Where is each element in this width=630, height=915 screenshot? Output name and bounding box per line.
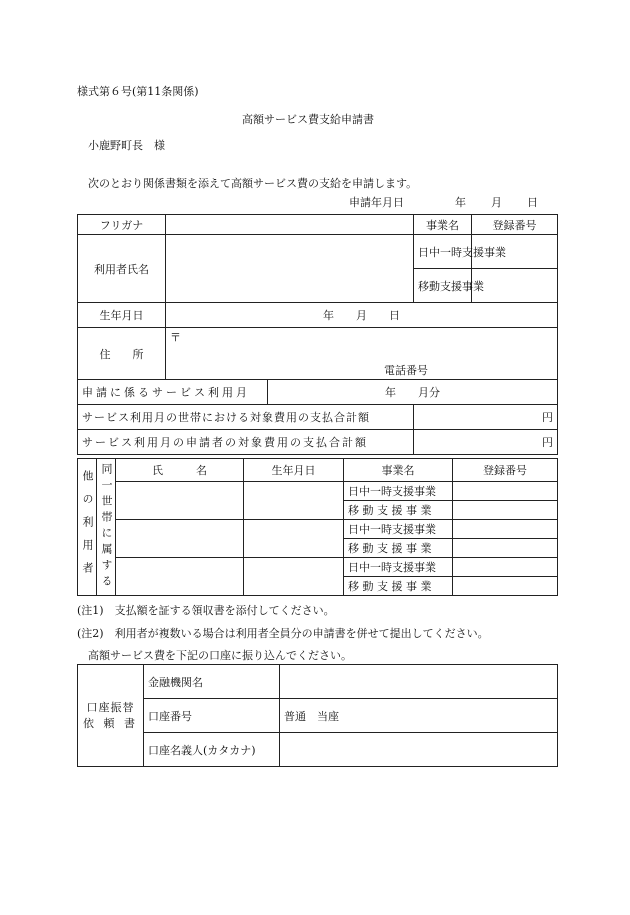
member-birthdate-field-2[interactable] [244,520,344,558]
bank-section-label [78,665,144,767]
member-registration-field-1b[interactable] [453,501,558,520]
member-registration-field-1a[interactable] [453,482,558,501]
member-registration-field-2a[interactable] [453,520,558,539]
household-members-table [77,458,558,596]
member-birthdate-header: 生年月日 [244,459,344,482]
birthdate-label: 生年月日 [78,303,166,328]
institution-label: 金融機関名 [144,665,280,699]
member-business-day-1: 日中一時支援事業 [344,482,453,501]
address-field[interactable] [166,328,558,380]
form-number: 様式第６号(第11条関係) [77,85,199,98]
account-holder-label: 口座名義人(カタカナ) [144,733,280,767]
business-name-header: 事業名 [414,215,472,235]
member-business-mobility-1: 移 動 支 援 事 業 [344,501,453,520]
phone-label: 電話番号 [384,364,428,377]
postal-mark: 〒 [170,331,181,344]
birthdate-field[interactable]: 年 月 日 [166,303,558,328]
member-business-mobility-3: 移 動 支 援 事 業 [344,577,453,596]
service-month-label: 申請に係るサービス利用月 [78,380,268,405]
bank-section-label-line1: 口座振替 [86,700,135,714]
registration-no-header: 登録番号 [472,215,558,235]
member-name-field-2[interactable] [116,520,244,558]
furigana-field[interactable] [166,215,414,235]
member-registration-field-3b[interactable] [453,577,558,596]
applicant-table [77,214,558,455]
member-business-header: 事業名 [344,459,453,482]
household-total-field[interactable]: 円 [414,405,558,430]
household-total-label: サービス利用月の世帯における対象費用の支払合計額 [78,405,414,430]
addressee: 小鹿野町長 様 [88,139,165,152]
application-date-month: 月 [491,196,502,209]
business-mobility-support: 移動支援事業 [414,269,472,303]
application-date-year: 年 [455,196,466,209]
application-date-label: 申請年月日 [349,196,404,209]
application-date-day: 日 [527,196,538,209]
note-2: (注2) 利用者が複数いる場合は利用者全員分の申請書を併せて提出してください。 [77,627,489,640]
furigana-label: フリガナ [78,215,166,235]
member-birthdate-field-3[interactable] [244,558,344,596]
intro-text: 次のとおり関係書類を添えて高額サービス費の支給を申請します。 [88,177,418,190]
account-type-field[interactable]: 普通 当座 [280,699,558,733]
member-name-field-1[interactable] [116,482,244,520]
member-business-day-3: 日中一時支援事業 [344,558,453,577]
note-1: (注1) 支払額を証する領収書を添付してください。 [77,604,335,617]
registration-no-field-2[interactable] [472,269,558,303]
member-registration-field-3a[interactable] [453,558,558,577]
member-registration-header: 登録番号 [453,459,558,482]
account-holder-field[interactable] [280,733,558,767]
other-users-label: 他の利用者 [78,459,97,596]
institution-field[interactable] [280,665,558,699]
business-day-support: 日中一時支援事業 [414,235,472,269]
member-name-header: 氏 名 [116,459,244,482]
service-month-field[interactable]: 年 月分 [268,380,558,405]
bank-section-label-line2: 依 頼 書 [83,716,138,730]
applicant-total-field[interactable]: 円 [414,430,558,455]
bank-transfer-table [77,664,558,767]
member-registration-field-2b[interactable] [453,539,558,558]
user-name-field[interactable] [166,235,414,303]
member-name-field-3[interactable] [116,558,244,596]
same-household-label: 同一世帯に属する [97,459,116,596]
applicant-total-label: サービス利用月の申請者の対象費用の支払合計額 [78,430,414,455]
form-title: 高額サービス費支給申請書 [242,113,374,126]
address-label: 住 所 [78,328,166,380]
member-business-day-2: 日中一時支援事業 [344,520,453,539]
member-birthdate-field-1[interactable] [244,482,344,520]
user-name-label: 利用者氏名 [78,235,166,303]
member-business-mobility-2: 移 動 支 援 事 業 [344,539,453,558]
account-no-label: 口座番号 [144,699,280,733]
transfer-intro: 高額サービス費を下記の口座に振り込んでください。 [88,649,352,662]
